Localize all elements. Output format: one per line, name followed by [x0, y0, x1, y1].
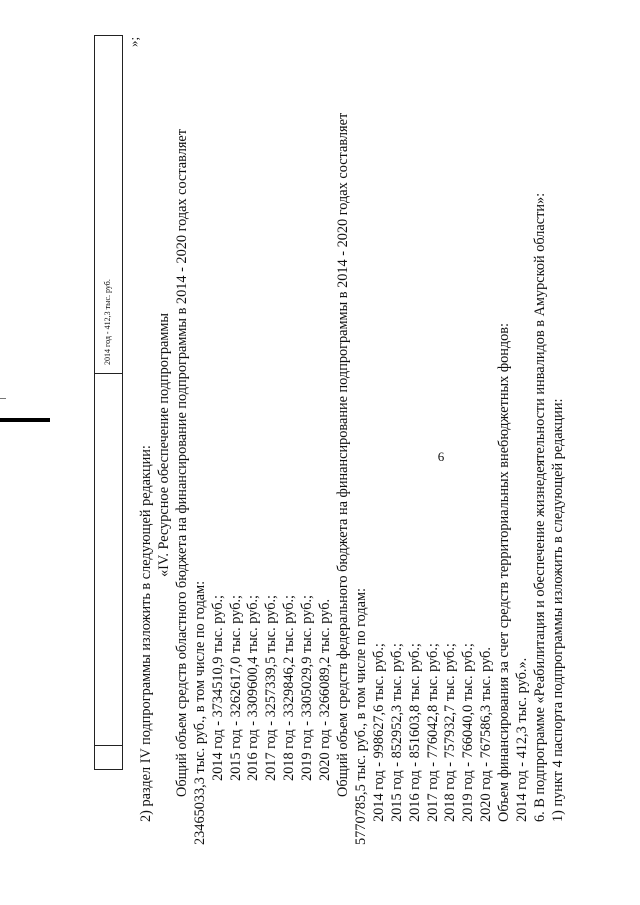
- year-line: 2014 год - 998627,6 тыс. руб.;: [370, 643, 387, 822]
- page-number: 6: [437, 448, 445, 464]
- paragraph-line: Общий объем средств областного бюджета на финансирование подпрограммы в 2014 - 2020 годах составляет: [173, 128, 190, 797]
- year-line: 2015 год - 852952,3 тыс. руб.;: [388, 643, 405, 822]
- passport-table-fragment: [94, 35, 123, 770]
- paragraph-line: Объем финансирования за счет средств территориальных внебюджетных фондов:: [496, 322, 513, 822]
- year-line: 2017 год - 776042,8 тыс. руб.;: [424, 643, 441, 822]
- year-line: 2018 год - 757932,7 тыс. руб.;: [442, 643, 459, 822]
- paragraph-line: 2) раздел IV подпрограммы изложить в следующей редакции:: [138, 445, 154, 822]
- paragraph-line: 1) пункт 4 паспорта подпрограммы изложить в следующей редакции:: [549, 398, 566, 822]
- paragraph-line: Общий объем средств федерального бюджета на финансирование подпрограммы в 2014 - 2020 годах составляет: [334, 112, 351, 797]
- paragraph-line: 6. В подпрограмме «Реабилитация и обеспечение жизнедеятельности инвалидов в Амурской области»:: [531, 192, 548, 822]
- section-heading: «IV. Ресурсное обеспечение подпрограммы: [155, 312, 172, 578]
- year-line: 2016 год - 3309600,4 тыс. руб.;: [245, 594, 262, 781]
- year-line: 2015 год - 3262617,0 тыс. руб.;: [227, 594, 244, 781]
- year-line: 2019 год - 3305029,9 тыс. руб.;: [299, 594, 316, 781]
- paragraph-line: 5770785,5 тыс. руб., в том числе по годам:: [352, 588, 369, 845]
- year-line: 2018 год - 3329846,2 тыс. руб.;: [281, 594, 298, 781]
- year-line: 2016 год - 851603,8 тыс. руб.;: [406, 643, 423, 822]
- table-cell-text: 2014 год - 412,3 тыс. руб.: [103, 279, 112, 365]
- year-line: 2014 год - 412,3 тыс. руб.».: [514, 657, 531, 822]
- year-line: 2014 год - 3734510,9 тыс. руб.;: [209, 594, 226, 781]
- table-divider: [95, 373, 122, 374]
- document-body: [138, 45, 568, 845]
- year-line: 2017 год - 3257339,5 тыс. руб.;: [263, 594, 280, 781]
- paragraph-line: 23465033,3 тыс. руб., в том числе по годам:: [191, 580, 208, 845]
- year-line: 2020 год - 767586,3 тыс. руб.: [478, 647, 495, 822]
- year-line: 2019 год - 766040,0 тыс. руб.;: [460, 643, 477, 822]
- closing-quote-mark: »;: [126, 36, 141, 47]
- year-line: 2020 год - 3266089,2 тыс. руб.: [317, 598, 334, 781]
- table-divider: [95, 745, 122, 746]
